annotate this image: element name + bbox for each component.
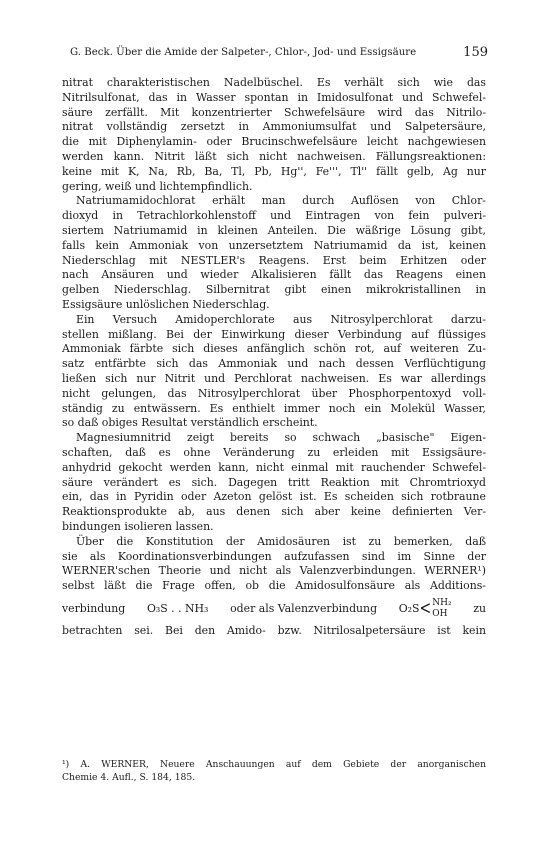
- running-header: [70, 46, 488, 62]
- text-line: siertem Natriumamid in kleinen Anteilen. Die wäßrige Lösung gibt,: [62, 223, 486, 237]
- text-line: stellen mißlang. Bei der Einwirkung dieser Verbindung auf flüssiges: [62, 327, 486, 341]
- footnote: [62, 758, 486, 784]
- paragraph: [62, 535, 486, 639]
- text-line: anhydrid gekocht werden kann, nicht einmal mit rauchender Schwefel-: [62, 460, 486, 474]
- footnote-line: Chemie 4. Aufl., S. 184, 185.: [62, 772, 196, 783]
- text-line: selbst läßt die Frage offen, ob die Amidosulfonsäure als Additions-: [62, 579, 486, 593]
- text-line: nitrat charakteristischen Nadelbüschel. Es verhält sich wie das: [62, 76, 486, 89]
- formula-base: O₂S: [398, 601, 420, 615]
- text-line: Über die Konstitution der Amidosäuren ist zu bemerken, daß: [76, 534, 486, 548]
- formula-text: verbindung: [62, 601, 126, 615]
- formula-addition: O₃S . . NH₃: [146, 601, 209, 615]
- text-line: WERNER'schen Theorie und nicht als Valenzverbindungen. WERNER¹): [62, 564, 486, 578]
- text-line: Ein Versuch Amidoperchlorate aus Nitrosylperchlorat darzu-: [76, 312, 486, 326]
- text-line: ein, das in Pyridin oder Azeton gelöst ist. Es scheiden sich rotbraune: [62, 490, 486, 504]
- text-line: die mit Diphenylamin- oder Brucinschwefelsäure leicht nachgewiesen: [62, 135, 486, 149]
- footnote-line: ¹) A. WERNER, Neuere Anschauungen auf dem Gebiete der anorganischen: [62, 759, 486, 770]
- text-line: werden kann. Nitrit läßt sich nicht nachweisen. Fällungsreaktionen:: [62, 149, 486, 163]
- text-line: nicht gelungen, das Nitrosylperchlorat über Phosphorpentoxyd voll-: [62, 386, 486, 400]
- running-title: G. Beck. Über die Amide der Salpeter-, Chlor-, Jod- und Essigsäure: [70, 47, 417, 58]
- text-line: sie als Koordinationsverbindungen aufzufassen sind im Sinne der: [62, 549, 486, 563]
- paragraph: [62, 194, 486, 312]
- bond-bracket-icon: <: [419, 598, 432, 620]
- text-line: gelben Niederschlag. Silbernitrat gibt einen mikrokristallinen in: [62, 283, 486, 297]
- body-text: [62, 76, 486, 639]
- text-line: schaften, daß es ohne Veränderung zu erleiden mit Essigsäure-: [62, 445, 486, 459]
- text-line: Natriumamidochlorat erhält man durch Auflösen von Chlor-: [76, 194, 486, 208]
- page-number: 159: [463, 45, 488, 60]
- paragraph: [62, 431, 486, 535]
- paragraph: [62, 313, 486, 431]
- text-line: Ammoniak färbte sich dieses anfänglich schön rot, auf weiteren Zu-: [62, 342, 486, 356]
- text-line: falls kein Ammoniak von unzersetztem Natriumamid da ist, keinen: [62, 238, 486, 252]
- text-line: bindungen isolieren lassen.: [62, 519, 214, 533]
- text-line: Essigsäure unlöslichen Niederschlag.: [62, 297, 270, 311]
- text-line: nach Ansäuren und wieder Alkalisieren fällt das Reagens einen: [62, 268, 486, 282]
- text-line: betrachten sei. Bei den Amido- bzw. Nitrilosalpetersäure ist kein: [62, 623, 486, 637]
- text-line: dioxyd in Tetrachlorkohlenstoff und Eintragen von fein pulveri-: [62, 209, 486, 223]
- text-line: Niederschlag mit NESTLER's Reagens. Erst beim Erhitzen oder: [62, 253, 486, 267]
- formula-text: oder als Valenzverbindung: [230, 601, 378, 615]
- formula-text: zu: [473, 601, 487, 615]
- text-line: Magnesiumnitrid zeigt bereits so schwach „basische" Eigen-: [76, 431, 486, 445]
- text-line: ließen sich nur Nitrit und Perchlorat nachweisen. Es war allerdings: [62, 371, 486, 385]
- formula-top: NH₂: [432, 597, 452, 608]
- text-line: keine mit K, Na, Rb, Ba, Tl, Pb, Hg'', Fe''', Tl'' fällt gelb, Ag nur: [62, 164, 486, 178]
- text-line: ständig zu entwässern. Es enthielt immer noch ein Molekül Wasser,: [62, 401, 486, 415]
- formula-bottom: OH: [432, 608, 448, 619]
- formula-line: [62, 594, 486, 624]
- text-line: Nitrilsulfonat, das in Wasser spontan in Imidosulfonat und Schwefel-: [62, 90, 486, 104]
- text-line: gering, weiß und lichtempfindlich.: [62, 179, 253, 193]
- text-line: säure zerfällt. Mit konzentrierter Schwefelsäure wird das Nitrilo-: [62, 105, 486, 119]
- text-line: Reaktionsprodukte ab, aus denen sich aber keine definierten Ver-: [62, 505, 486, 519]
- text-line: satz entfärbte sich das Ammoniak und nach dessen Verflüchtigung: [62, 357, 486, 371]
- text-line: so daß obiges Resultat verständlich erscheint.: [62, 416, 318, 430]
- paragraph: [62, 76, 486, 194]
- formula-valence: [399, 594, 452, 624]
- text-line: nitrat vollständig zersetzt in Ammoniumsulfat und Salpetersäure,: [62, 120, 486, 134]
- text-line: säure verändert es sich. Dagegen tritt Reaktion mit Chromtrioxyd: [62, 475, 486, 489]
